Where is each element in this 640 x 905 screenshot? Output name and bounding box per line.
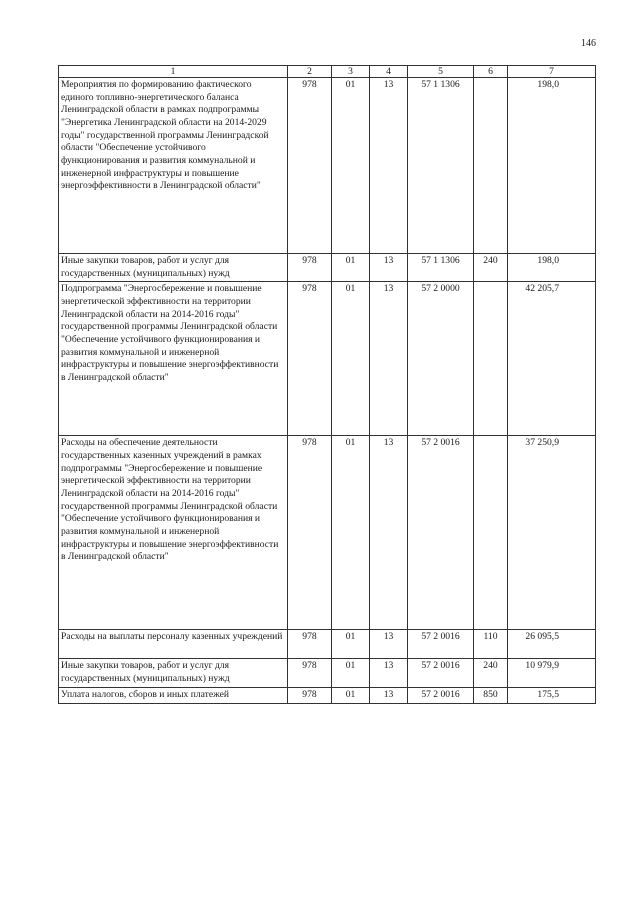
- row-col-5: 57 2 0016: [408, 659, 474, 688]
- row-col-2: 978: [288, 688, 332, 704]
- row-col-5: 57 2 0000: [408, 282, 474, 436]
- row-col-7: 198,0: [508, 254, 596, 282]
- row-col-7: 37 250,9: [508, 436, 596, 630]
- row-col-4: 13: [370, 688, 408, 704]
- row-col-3: 01: [332, 659, 370, 688]
- header-col-7: 7: [508, 66, 596, 78]
- header-col-1: 1: [59, 66, 288, 78]
- header-col-3: 3: [332, 66, 370, 78]
- page-number: 146: [581, 38, 596, 49]
- row-col-2: 978: [288, 282, 332, 436]
- row-col-4: 13: [370, 630, 408, 659]
- row-name: Расходы на обеспечение деятельности государственных казенных учреждений в рамках подпрограммы "Энергосбережение и повышение энергетической эффективности на территории Ленинградской области на 2014-2016 годы" государственной программы Ленинградской области "Обеспечение устойчивого функционирования и развития коммунальной и инженерной инфраструктуры и повышение энергоэффективности в Ленинградской области": [59, 436, 288, 630]
- row-col-2: 978: [288, 254, 332, 282]
- row-name: Подпрограмма "Энергосбережение и повышение энергетической эффективности на территории Ленинградской области на 2014-2016 годы" государственной программы Ленинградской области "Обеспечение устойчивого функционирования и развития коммунальной и инженерной инфраструктуры и повышение энергоэффективности в Ленинградской области": [59, 282, 288, 436]
- row-col-7: 42 205,7: [508, 282, 596, 436]
- row-col-6: [474, 282, 508, 436]
- row-col-6: [474, 436, 508, 630]
- table-row: [59, 282, 596, 436]
- header-row: [59, 66, 596, 78]
- row-col-5: 57 2 0016: [408, 688, 474, 704]
- row-col-4: 13: [370, 436, 408, 630]
- row-col-5: 57 2 0016: [408, 436, 474, 630]
- row-col-4: 13: [370, 78, 408, 254]
- row-col-7: 10 979,9: [508, 659, 596, 688]
- row-col-7: 198,0: [508, 78, 596, 254]
- row-name: Мероприятия по формированию фактического единого топливно-энергетического баланса Ленинградской области в рамках подпрограммы "Энергетика Ленинградской области на 2014-2029 годы" государственной программы Ленинградской области "Обеспечение устойчивого функционирования и развития коммунальной и инженерной инфраструктуры и повышение энергоэффективности в Ленинградской области": [59, 78, 288, 254]
- row-col-7: 175,5: [508, 688, 596, 704]
- row-col-2: 978: [288, 659, 332, 688]
- row-col-6: 850: [474, 688, 508, 704]
- row-name: Иные закупки товаров, работ и услуг для государственных (муниципальных) нужд: [59, 659, 288, 688]
- row-col-2: 978: [288, 78, 332, 254]
- row-col-2: 978: [288, 436, 332, 630]
- row-col-6: 240: [474, 254, 508, 282]
- row-col-4: 13: [370, 659, 408, 688]
- row-col-5: 57 1 1306: [408, 78, 474, 254]
- row-col-3: 01: [332, 282, 370, 436]
- row-col-3: 01: [332, 436, 370, 630]
- table-row: [59, 78, 596, 254]
- row-col-6: 110: [474, 630, 508, 659]
- row-col-6: 240: [474, 659, 508, 688]
- table-row: [59, 630, 596, 659]
- row-col-5: 57 2 0016: [408, 630, 474, 659]
- row-col-3: 01: [332, 254, 370, 282]
- row-name: Иные закупки товаров, работ и услуг для государственных (муниципальных) нужд: [59, 254, 288, 282]
- header-col-2: 2: [288, 66, 332, 78]
- table-row: [59, 436, 596, 630]
- header-col-6: 6: [474, 66, 508, 78]
- row-name: Расходы на выплаты персоналу казенных учреждений: [59, 630, 288, 659]
- row-col-4: 13: [370, 282, 408, 436]
- table-row: [59, 659, 596, 688]
- row-col-7: 26 095,5: [508, 630, 596, 659]
- row-col-3: 01: [332, 78, 370, 254]
- header-col-4: 4: [370, 66, 408, 78]
- table-row: [59, 254, 596, 282]
- row-col-4: 13: [370, 254, 408, 282]
- budget-table: [58, 65, 596, 704]
- table-row: [59, 688, 596, 704]
- row-col-5: 57 1 1306: [408, 254, 474, 282]
- header-col-5: 5: [408, 66, 474, 78]
- row-col-2: 978: [288, 630, 332, 659]
- row-name: Уплата налогов, сборов и иных платежей: [59, 688, 288, 704]
- row-col-3: 01: [332, 688, 370, 704]
- row-col-3: 01: [332, 630, 370, 659]
- row-col-6: [474, 78, 508, 254]
